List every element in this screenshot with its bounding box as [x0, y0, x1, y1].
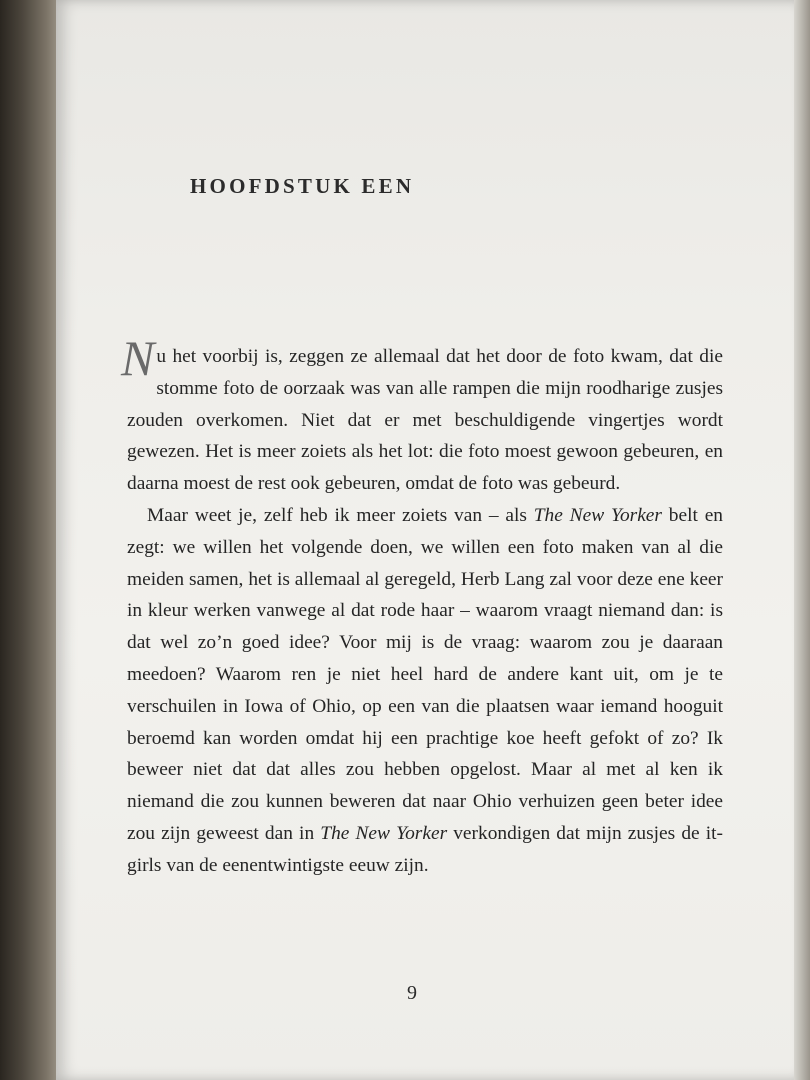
book-spine-shadow: [0, 0, 62, 1080]
body-text: [121, 330, 723, 882]
magazine-title: The New Yorker: [533, 504, 662, 526]
chapter-heading: HOOFDSTUK EEN: [190, 174, 415, 198]
page-number: 9: [407, 982, 417, 1004]
paragraph-1: [121, 330, 723, 500]
drop-cap: N: [121, 330, 155, 386]
magazine-title: The New Yorker: [320, 822, 448, 844]
page-right-edge: [794, 0, 810, 1080]
paragraph-1-text: u het voorbij is, zeggen ze allemaal dat het door de foto kwam, dat die stomme foto de oorzaak was van alle rampen die mijn roodharige zusjes zouden overkomen. Niet dat er met beschuldigende vingertjes wordt gewezen. Het is meer zoiets als het lot: die foto moest gewoon gebeuren, en daarna moest de rest ook gebeuren, omdat de foto was gebeurd.: [127, 346, 723, 495]
paragraph-2-text-1: Maar weet je, zelf heb ik meer zoiets van – als: [147, 504, 534, 526]
paragraph-2: [127, 500, 723, 882]
book-page: [56, 0, 800, 1080]
paragraph-2-text-2: belt en zegt: we willen het volgende doen, we willen een foto maken van al die meiden samen, het is allemaal al geregeld, Herb Lang zal voor deze ene keer in kleur werken vanwege al dat rode haar – waarom vraagt niemand dan: is dat wel zo’n goed idee? Voor mij is de vraag: waarom zou je daaraan meedoen? Waarom ren je niet heel hard de andere kant uit, om je te verschuilen in Iowa of Ohio, op een van die plaatsen waar iemand hooguit beroemd kan worden omdat hij een prachtige koe heeft gefokt of zo? Ik beweer niet dat dat alles zou hebben opgelost. Maar al met al ken ik niemand die zou kunnen beweren dat naar Ohio verhuizen geen beter idee zou zijn geweest dan in: [127, 504, 723, 844]
paragraph-2-text-3: verkondigen dat mijn zusjes de it-girls van de eenentwintigste eeuw zijn.: [127, 822, 723, 876]
